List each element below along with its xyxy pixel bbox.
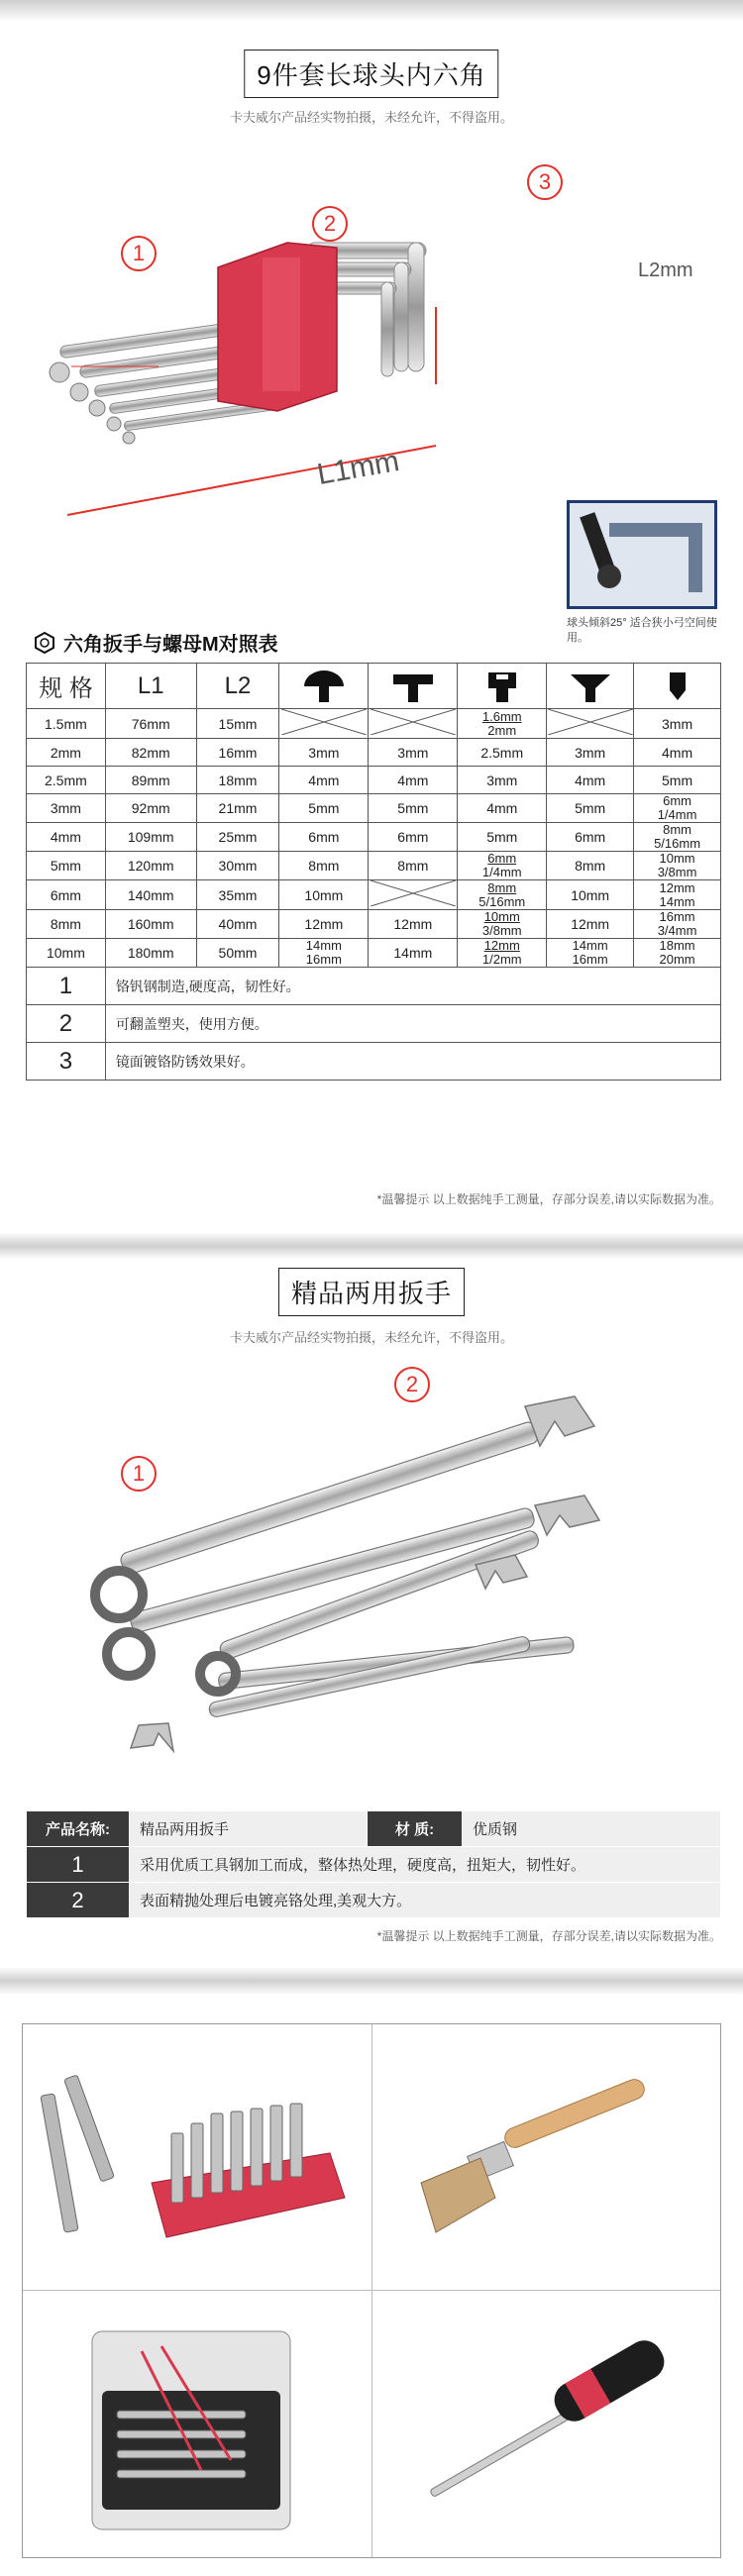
table-cell-line: 3mm [486, 772, 518, 788]
table-cell-c3 [458, 709, 547, 739]
table-cell-c4: 4mm [547, 767, 634, 794]
table-cell-c5: 4mm [634, 739, 721, 767]
table-cell-spec: 8mm [27, 910, 106, 939]
table-row [27, 794, 721, 823]
table-cell-c5: 5mm [634, 767, 721, 794]
table-cell-l2: 16mm [196, 739, 279, 767]
table-cell-c3 [458, 910, 547, 939]
note-text: 镜面镀铬防锈效果好。 [105, 1043, 720, 1081]
table-cell-c4: 5mm [547, 794, 634, 823]
callout-2: 2 [312, 206, 348, 242]
table-cell-c2: 14mm [369, 939, 458, 968]
table-cell-c5: 12mm 14mm [634, 880, 721, 910]
table-cell-spec: 2mm [27, 739, 106, 767]
section2-title: 精品两用扳手 [278, 1268, 465, 1316]
table-cell-spec: 4mm [27, 823, 106, 852]
section1-title: 9件套长球头内六角 [244, 50, 498, 98]
table-row [27, 767, 721, 794]
table-cell-l2: 25mm [196, 823, 279, 852]
note-row [27, 968, 721, 1005]
table-cell-c2: 8mm [369, 852, 458, 880]
na-cross-icon [548, 709, 633, 735]
socket-cap-icon [477, 669, 528, 704]
table-cell-line: 3/8mm [481, 923, 522, 938]
note-number: 1 [27, 968, 106, 1005]
table-cell-c2: 3mm [369, 739, 458, 767]
na-cross-icon [371, 709, 456, 735]
table-cell-c4 [547, 709, 634, 739]
table-cell-l1: 92mm [105, 794, 196, 823]
table-cell-c2 [369, 880, 458, 910]
section2-footnote: *温馨提示 以上数据纯手工测量，存部分误差,请以实际数据为准。 [376, 1929, 721, 1943]
table-cell-line: 2.5mm [480, 744, 524, 761]
table-cell-c1: 14mm 16mm [279, 939, 369, 968]
table-cell-l1: 82mm [105, 739, 196, 767]
table-cell-c3 [458, 823, 547, 852]
product-info-table [26, 1810, 721, 1918]
table-row [27, 939, 721, 968]
na-cross-icon [281, 709, 367, 735]
section1-subtitle: 卡夫威尔产品经实物拍摄，未经允许，不得盗用。 [229, 110, 513, 125]
table-row [27, 880, 721, 910]
table-title [34, 628, 278, 657]
table-cell-l2: 21mm [196, 794, 279, 823]
table-cell-l1: 120mm [105, 852, 196, 880]
dim-l2-label: L2mm [638, 259, 693, 281]
table-cell-l1: 180mm [105, 939, 196, 968]
product-name-value: 精品两用扳手 [130, 1811, 368, 1847]
feature-text-1: 采用优质工具钢加工而成，整体热处理，硬度高，扭矩大，韧性好。 [130, 1847, 721, 1883]
table-cell-l2: 18mm [196, 767, 279, 794]
top-shade [0, 0, 743, 22]
table-cell-c3 [458, 739, 547, 767]
table-cell-spec: 5mm [27, 852, 106, 880]
table-cell-line: 2mm [487, 722, 517, 738]
table-cell-l1: 109mm [105, 823, 196, 852]
table-cell-c1: 6mm [279, 823, 369, 852]
table-row [27, 739, 721, 767]
table-cell-c4: 12mm [547, 910, 634, 939]
table-cell-c2: 6mm [369, 823, 458, 852]
table-cell-l2: 50mm [196, 939, 279, 968]
table-cell-line: 8mm [487, 879, 517, 895]
table-cell-line: 5mm [486, 829, 518, 845]
feature-num-1: 1 [27, 1847, 130, 1883]
table-cell-c3 [458, 794, 547, 823]
spec-table [26, 663, 721, 1081]
table-title-text: 六角扳手与螺母M对照表 [63, 634, 278, 656]
table-cell-c3 [458, 880, 547, 910]
table-cell-c4: 6mm [547, 823, 634, 852]
table-cell-line: 12mm [483, 938, 520, 953]
product-name-label: 产品名称: [27, 1811, 130, 1847]
callout-wrench-1: 1 [121, 1456, 157, 1492]
dim-l1-label: L1mm [314, 445, 402, 491]
table-cell-c5: 3mm [634, 709, 721, 739]
table-cell-c2: 12mm [369, 910, 458, 939]
feature-text-2: 表面精抛处理后电镀亮铬处理,美观大方。 [130, 1883, 721, 1918]
table-cell-l2: 30mm [196, 852, 279, 880]
table-cell-c2 [369, 709, 458, 739]
table-cell-c1 [279, 709, 369, 739]
table-cell-c5: 6mm 1/4mm [634, 794, 721, 823]
table-cell-spec: 3mm [27, 794, 106, 823]
table-cell-c4: 10mm [547, 880, 634, 910]
table-cell-l1: 89mm [105, 767, 196, 794]
table-cell-c5: 8mm 5/16mm [634, 823, 721, 852]
ball-end-inset-image [567, 500, 717, 609]
table-cell-c3 [458, 939, 547, 968]
section-divider-2 [0, 1967, 743, 1995]
table-row [27, 910, 721, 939]
table-cell-line: 1/2mm [481, 952, 522, 967]
button-head-icon [298, 669, 350, 704]
table-cell-c3 [458, 767, 547, 794]
note-number: 3 [27, 1043, 106, 1081]
spec-table-header [27, 664, 721, 709]
feature-num-2: 2 [27, 1883, 130, 1918]
table-cell-c4: 14mm 16mm [547, 939, 634, 968]
table-cell-c1: 4mm [279, 767, 369, 794]
table-cell-spec: 6mm [27, 880, 106, 910]
table-cell-l1: 160mm [105, 910, 196, 939]
hex-nut-icon [34, 632, 55, 654]
section-divider-1 [0, 1232, 743, 1260]
table-cell-line: 1/4mm [481, 865, 522, 879]
table-cell-c3 [458, 852, 547, 880]
section1-footnote: *温馨提示 以上数据纯手工测量，存部分误差,请以实际数据为准。 [376, 1192, 721, 1206]
accessory-grid [22, 2023, 721, 2558]
inset-caption: 球头倾斜25° 适合狭小弓空间使用。 [567, 617, 717, 644]
table-cell-line: 5/16mm [478, 893, 526, 909]
screwdriver-bits-photo [33, 2034, 360, 2282]
callout-1: 1 [121, 236, 157, 271]
note-text: 可翻盖塑夹，使用方便。 [105, 1005, 720, 1043]
table-cell-l2: 40mm [196, 910, 279, 939]
table-cell-c1: 5mm [279, 794, 369, 823]
table-cell-line: 4mm [486, 800, 518, 816]
table-cell-line: 1.6mm [481, 708, 522, 724]
countersunk-icon [565, 669, 616, 704]
combination-wrench-photo [59, 1357, 674, 1773]
note-row [27, 1005, 721, 1043]
callout-3: 3 [527, 164, 563, 200]
header-l2: L2 [196, 664, 279, 709]
note-number: 2 [27, 1005, 106, 1043]
na-cross-icon [371, 880, 456, 906]
precision-screwdriver-set-photo [33, 2302, 360, 2549]
table-cell-c1: 8mm [279, 852, 369, 880]
table-cell-c1: 3mm [279, 739, 369, 767]
table-row [27, 852, 721, 880]
callout-wrench-2: 2 [394, 1367, 430, 1402]
table-row [27, 823, 721, 852]
table-cell-c1: 12mm [279, 910, 369, 939]
table-cell-c1: 10mm [279, 880, 369, 910]
note-row [27, 1043, 721, 1081]
material-value: 优质钢 [463, 1811, 721, 1847]
table-cell-c2: 5mm [369, 794, 458, 823]
header-l1: L1 [105, 664, 196, 709]
table-cell-l1: 140mm [105, 880, 196, 910]
table-cell-c5: 10mm 3/8mm [634, 852, 721, 880]
table-cell-spec: 2.5mm [27, 767, 106, 794]
table-cell-c5: 18mm 20mm [634, 939, 721, 968]
table-cell-c4: 3mm [547, 739, 634, 767]
cleaning-brush-photo [381, 2034, 708, 2282]
note-text: 铬钒钢制造,硬度高，韧性好。 [105, 968, 720, 1005]
set-screw-icon [652, 669, 703, 704]
table-cell-line: 10mm [483, 909, 520, 924]
table-cell-l1: 76mm [105, 709, 196, 739]
screwdriver-photo [381, 2302, 708, 2549]
table-cell-l2: 35mm [196, 880, 279, 910]
table-cell-line: 6mm [487, 851, 517, 866]
table-cell-c2: 4mm [369, 767, 458, 794]
table-cell-c5: 16mm 3/4mm [634, 910, 721, 939]
section2-subtitle: 卡夫威尔产品经实物拍摄，未经允许，不得盗用。 [229, 1330, 513, 1345]
header-spec: 规 格 [27, 664, 106, 709]
table-cell-l2: 15mm [196, 709, 279, 739]
table-cell-c4: 8mm [547, 852, 634, 880]
table-cell-spec: 10mm [27, 939, 106, 968]
table-row [27, 709, 721, 739]
material-label: 材 质: [368, 1811, 463, 1847]
flat-head-icon [387, 669, 439, 704]
table-cell-spec: 1.5mm [27, 709, 106, 739]
